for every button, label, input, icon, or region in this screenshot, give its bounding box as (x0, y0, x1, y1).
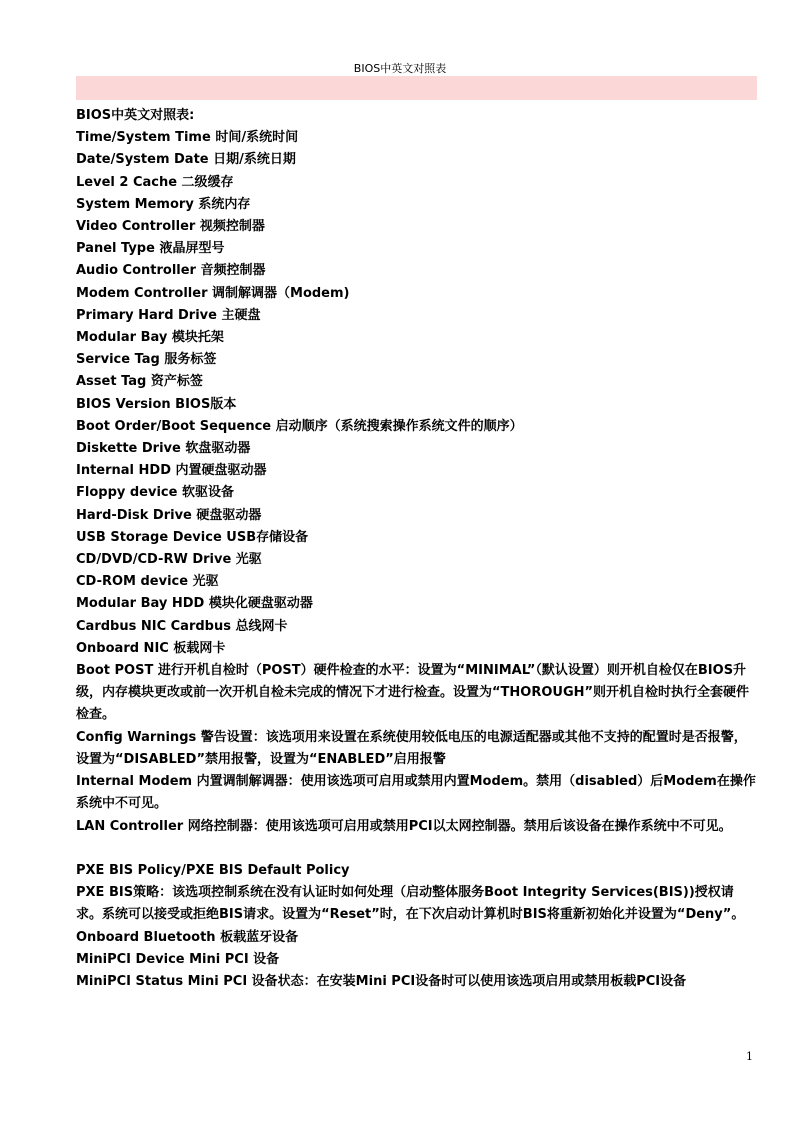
term-line: Diskette Drive 软盘驱动器 (76, 441, 251, 457)
document-body (76, 105, 776, 993)
paragraph-pxe-policy: PXE BIS Policy/PXE BIS Default Policy (76, 862, 350, 878)
term-line: Onboard NIC 板载网卡 (76, 640, 226, 656)
term-line: Video Controller 视频控制器 (76, 219, 265, 235)
term-line: Floppy device 软驱设备 (76, 485, 234, 501)
blank-line (76, 838, 776, 860)
term-line: Audio Controller 音频控制器 (76, 263, 266, 279)
term-line: Panel Type 液晶屏型号 (76, 241, 225, 257)
doc-title: BIOS中英文对照表: (76, 108, 195, 123)
term-line: CD/DVD/CD-RW Drive 光驱 (76, 552, 262, 568)
term-line: Service Tag 服务标签 (76, 352, 217, 368)
term-line: Cardbus NIC Cardbus 总线网卡 (76, 618, 288, 634)
term-line: Asset Tag 资产标签 (76, 374, 203, 390)
paragraph-internal-modem: Internal Modem 内置调制解调器：使用该选项可启用或禁用内置Modem。禁用（disabled）后Modem在操作系统中不可见。 (76, 774, 756, 812)
term-line: CD-ROM device 光驱 (76, 574, 219, 590)
page-number: 1 (746, 1050, 753, 1063)
term-line: Internal HDD 内置硬盘驱动器 (76, 463, 267, 479)
term-line: Primary Hard Drive 主硬盘 (76, 307, 261, 323)
paragraph-minipci-status: MiniPCI Status Mini PCI 设备状态：在安装Mini PCI设备时可以使用该选项启用或禁用板载PCI设备 (76, 973, 687, 989)
term-line: Boot Order/Boot Sequence 启动顺序（系统搜索操作系统文件的顺序） (76, 418, 523, 434)
term-line: Modem Controller 调制解调器（Modem) (76, 285, 350, 301)
term-line: Date/System Date 日期/系统日期 (76, 152, 296, 168)
term-line: USB Storage Device USB存储设备 (76, 529, 309, 545)
paragraph-onboard-bluetooth: Onboard Bluetooth 板载蓝牙设备 (76, 929, 299, 945)
term-line: Hard-Disk Drive 硬盘驱动器 (76, 507, 262, 523)
term-line: System Memory 系统内存 (76, 196, 251, 212)
term-line: Modular Bay 模块托架 (76, 330, 224, 346)
paragraph-pxe-bis: PXE BIS策略：该选项控制系统在没有认证时如何处理（启动整体服务Boot Integrity Services(BIS))授权请求。系统可以接受或拒绝BIS请求。设置为“Reset”时，在下次启动计算机时BIS将重新初始化并设置为“Deny”。 (76, 885, 745, 923)
term-line: BIOS Version BIOS版本 (76, 396, 237, 412)
term-line: Time/System Time 时间/系统时间 (76, 130, 299, 146)
term-line: Level 2 Cache 二级缓存 (76, 174, 234, 190)
paragraph-minipci-device: MiniPCI Device Mini PCI 设备 (76, 951, 280, 967)
term-line: Modular Bay HDD 模块化硬盘驱动器 (76, 596, 313, 612)
paragraph-config-warnings: Config Warnings 警告设置：该选项用来设置在系统使用较低电压的电源适配器或其他不支持的配置时是否报警，设置为“DISABLED”禁用报警，设置为“ENABLED”启用报警 (76, 729, 747, 767)
page-header: BIOS中英文对照表 (353, 62, 447, 75)
paragraph-lan-controller: LAN Controller 网络控制器：使用该选项可启用或禁用PCI以太网控制器。禁用后该设备在操作系统中不可见。 (76, 818, 732, 834)
paragraph-boot-post: Boot POST 进行开机自检时（POST）硬件检查的水平：设置为“MINIMAL”（默认设置）则开机自检仅在BIOS升级，内存模块更改或前一次开机自检未完成的情况下才进行检查。设置为“THOROUGH”则开机自检时执行全套硬件检查。 (76, 663, 750, 723)
highlight-bar (76, 76, 757, 100)
